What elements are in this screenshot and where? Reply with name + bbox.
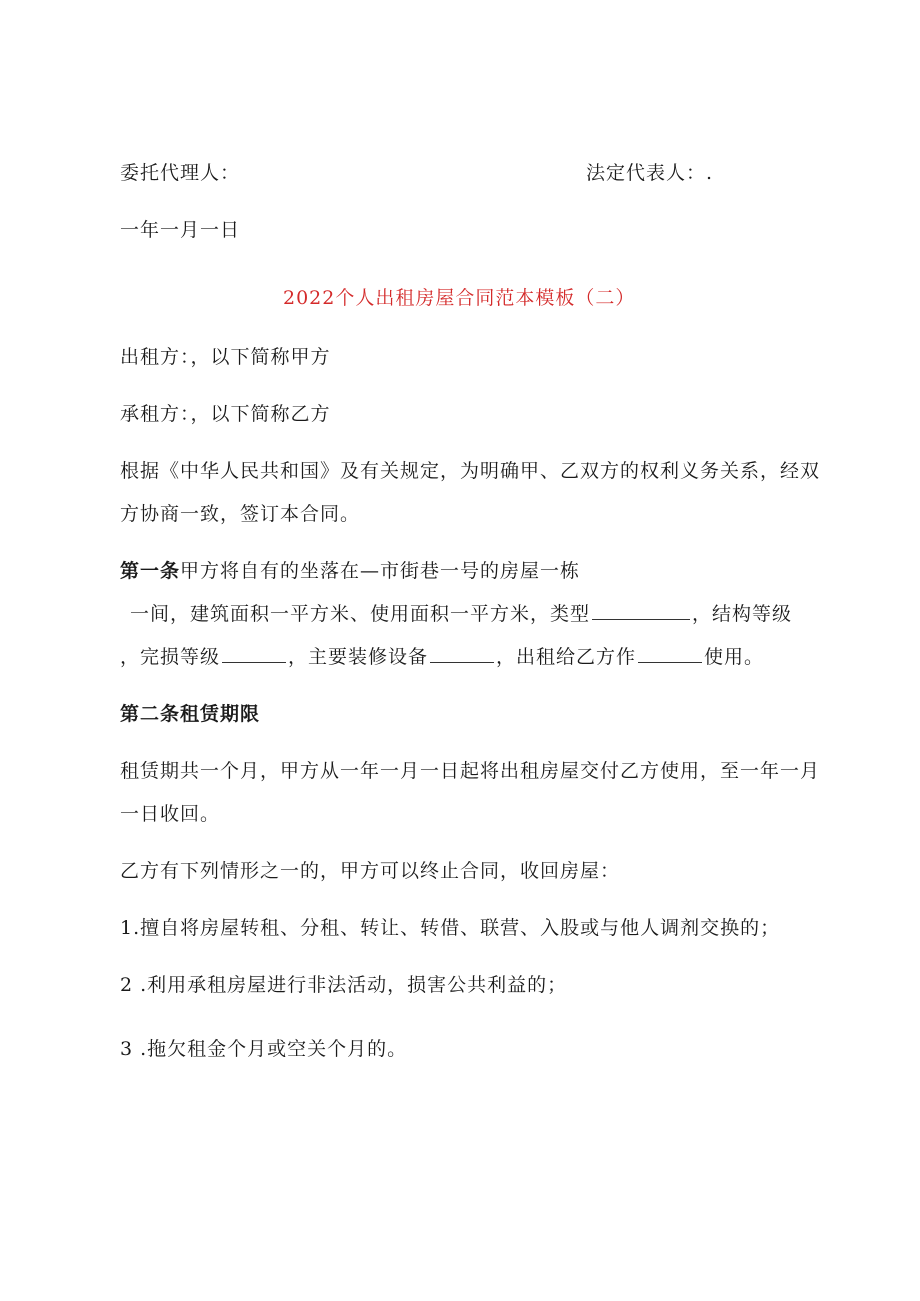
type-blank bbox=[592, 601, 690, 620]
article1-line-3b: ，主要装修设备 bbox=[288, 646, 429, 668]
legal-rep-label: 法定代表人：. bbox=[586, 162, 714, 184]
preamble-line-1: 根据《中华人民共和国》及有关规定，为明确甲、乙双方的权利义务关系，经双 bbox=[120, 460, 821, 482]
lessee-line: 承租方：，以下简称乙方 bbox=[120, 403, 331, 425]
article1-line-3 bbox=[120, 643, 764, 671]
condition-blank bbox=[222, 644, 286, 663]
list-item-3: 3 .拖欠租金个月或空关个月的。 bbox=[120, 1038, 408, 1060]
article1-line-3a: ，完损等级 bbox=[120, 646, 221, 668]
article1-line-2 bbox=[130, 600, 792, 628]
article1-heading: 第一条 bbox=[120, 560, 181, 582]
article1-line-3d: 使用。 bbox=[704, 646, 765, 668]
article1-line-1 bbox=[120, 557, 580, 585]
usage-blank bbox=[638, 644, 702, 663]
lessor-line: 出租方：，以下简称甲方 bbox=[120, 346, 331, 368]
document-title: 2022个人出租房屋合同范本模板（二） bbox=[283, 287, 636, 309]
list-item-1: 1.擅自将房屋转租、分租、转让、转借、联营、入股或与他人调剂交换的； bbox=[120, 917, 781, 939]
article2-p2: 乙方有下列情形之一的，甲方可以终止合同，收回房屋： bbox=[120, 860, 621, 882]
agent-label: 委托代理人： bbox=[120, 162, 241, 184]
article1-line-2b: ，结构等级 bbox=[692, 603, 793, 625]
article2-p1-line-2: 一日收回。 bbox=[120, 803, 221, 825]
preamble-line-2: 方协商一致，签订本合同。 bbox=[120, 503, 361, 525]
article2-p1-line-1: 租赁期共一个月，甲方从一年一月一日起将出租房屋交付乙方使用，至一年一月 bbox=[120, 760, 821, 782]
article1-line-2a: 一间，建筑面积一平方米、使用面积一平方米，类型 bbox=[130, 603, 591, 625]
article1-line-3c: ，出租给乙方作 bbox=[496, 646, 637, 668]
list-item-2: 2 .利用承租房屋进行非法活动，损害公共利益的； bbox=[120, 974, 568, 996]
equipment-blank bbox=[430, 644, 494, 663]
article1-line-1-text: 甲方将自有的坐落在—市街巷一号的房屋一栋 bbox=[180, 560, 581, 582]
date-line: 一年一月一日 bbox=[120, 219, 241, 241]
article2-heading: 第二条租赁期限 bbox=[120, 703, 261, 725]
